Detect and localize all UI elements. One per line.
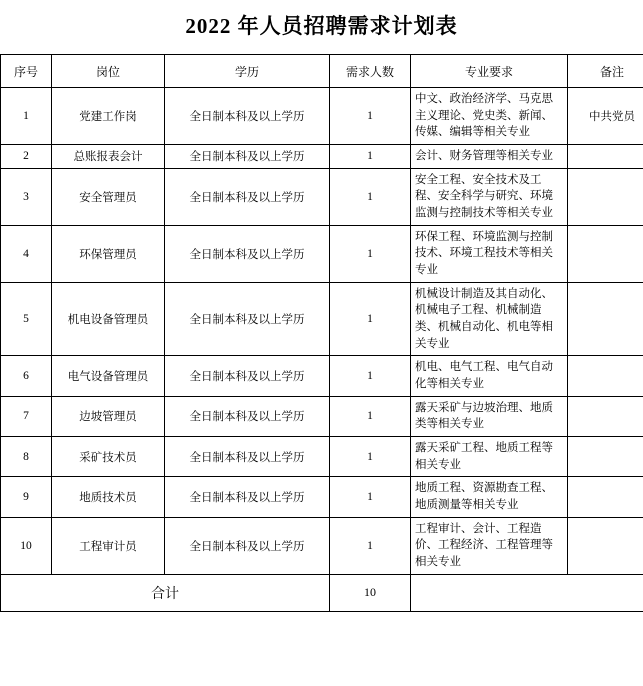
cell-post: 采矿技术员 (52, 437, 165, 477)
cell-count: 1 (330, 477, 411, 517)
cell-major: 安全工程、安全技术及工程、安全科学与研究、环境监测与控制技术等相关专业 (411, 168, 568, 225)
cell-major: 地质工程、资源勘查工程、地质测量等相关专业 (411, 477, 568, 517)
cell-note (568, 282, 643, 356)
cell-index: 5 (1, 282, 52, 356)
column-header-note: 备注 (568, 55, 643, 88)
cell-note (568, 517, 643, 574)
cell-post: 环保管理员 (52, 225, 165, 282)
cell-education: 全日制本科及以上学历 (165, 282, 330, 356)
cell-education: 全日制本科及以上学历 (165, 168, 330, 225)
cell-post: 地质技术员 (52, 477, 165, 517)
cell-index: 3 (1, 168, 52, 225)
table-row (1, 282, 643, 356)
cell-count: 1 (330, 356, 411, 396)
cell-post: 安全管理员 (52, 168, 165, 225)
cell-major: 工程审计、会计、工程造价、工程经济、工程管理等相关专业 (411, 517, 568, 574)
table-row (1, 437, 643, 477)
cell-note (568, 477, 643, 517)
table-row (1, 145, 643, 169)
cell-count: 1 (330, 396, 411, 436)
column-header-education: 学历 (165, 55, 330, 88)
cell-major: 机械设计制造及其自动化、机械电子工程、机械制造类、机械自动化、机电等相关专业 (411, 282, 568, 356)
cell-education: 全日制本科及以上学历 (165, 225, 330, 282)
page-title: 2022 年人员招聘需求计划表 (0, 10, 643, 40)
cell-education: 全日制本科及以上学历 (165, 477, 330, 517)
cell-post: 总账报表会计 (52, 145, 165, 169)
table-row (1, 88, 643, 145)
cell-major: 环保工程、环境监测与控制技术、环境工程技术等相关专业 (411, 225, 568, 282)
cell-count: 1 (330, 168, 411, 225)
cell-major: 机电、电气工程、电气自动化等相关专业 (411, 356, 568, 396)
cell-index: 9 (1, 477, 52, 517)
total-blank-cell (411, 574, 643, 611)
cell-education: 全日制本科及以上学历 (165, 88, 330, 145)
cell-note (568, 437, 643, 477)
table-body (1, 88, 643, 575)
cell-note (568, 168, 643, 225)
cell-education: 全日制本科及以上学历 (165, 145, 330, 169)
table-header (1, 55, 643, 88)
cell-index: 2 (1, 145, 52, 169)
table-row (1, 356, 643, 396)
column-header-major: 专业要求 (411, 55, 568, 88)
cell-note: 中共党员 (568, 88, 643, 145)
cell-post: 工程审计员 (52, 517, 165, 574)
cell-note (568, 145, 643, 169)
table-row (1, 477, 643, 517)
cell-education: 全日制本科及以上学历 (165, 437, 330, 477)
cell-count: 1 (330, 225, 411, 282)
cell-count: 1 (330, 437, 411, 477)
cell-education: 全日制本科及以上学历 (165, 396, 330, 436)
cell-education: 全日制本科及以上学历 (165, 517, 330, 574)
cell-education: 全日制本科及以上学历 (165, 356, 330, 396)
table-row (1, 517, 643, 574)
cell-post: 党建工作岗 (52, 88, 165, 145)
column-header-post: 岗位 (52, 55, 165, 88)
total-row (1, 574, 643, 611)
cell-index: 7 (1, 396, 52, 436)
cell-index: 4 (1, 225, 52, 282)
table-row (1, 396, 643, 436)
total-value: 10 (330, 574, 411, 611)
cell-post: 边坡管理员 (52, 396, 165, 436)
cell-major: 露天采矿工程、地质工程等相关专业 (411, 437, 568, 477)
total-label: 合计 (1, 574, 330, 611)
cell-note (568, 396, 643, 436)
recruitment-requirements-table (0, 54, 643, 612)
cell-index: 1 (1, 88, 52, 145)
cell-post: 机电设备管理员 (52, 282, 165, 356)
column-header-count: 需求人数 (330, 55, 411, 88)
cell-index: 8 (1, 437, 52, 477)
cell-index: 6 (1, 356, 52, 396)
cell-index: 10 (1, 517, 52, 574)
cell-note (568, 225, 643, 282)
cell-count: 1 (330, 145, 411, 169)
table-row (1, 225, 643, 282)
cell-count: 1 (330, 517, 411, 574)
column-header-index: 序号 (1, 55, 52, 88)
cell-post: 电气设备管理员 (52, 356, 165, 396)
cell-count: 1 (330, 282, 411, 356)
cell-major: 露天采矿与边坡治理、地质类等相关专业 (411, 396, 568, 436)
table-row (1, 168, 643, 225)
cell-note (568, 356, 643, 396)
header-row (1, 55, 643, 88)
cell-count: 1 (330, 88, 411, 145)
document-page (0, 10, 643, 686)
cell-major: 会计、财务管理等相关专业 (411, 145, 568, 169)
cell-major: 中文、政治经济学、马克思主义理论、党史类、新闻、传媒、编辑等相关专业 (411, 88, 568, 145)
table-footer (1, 574, 643, 611)
